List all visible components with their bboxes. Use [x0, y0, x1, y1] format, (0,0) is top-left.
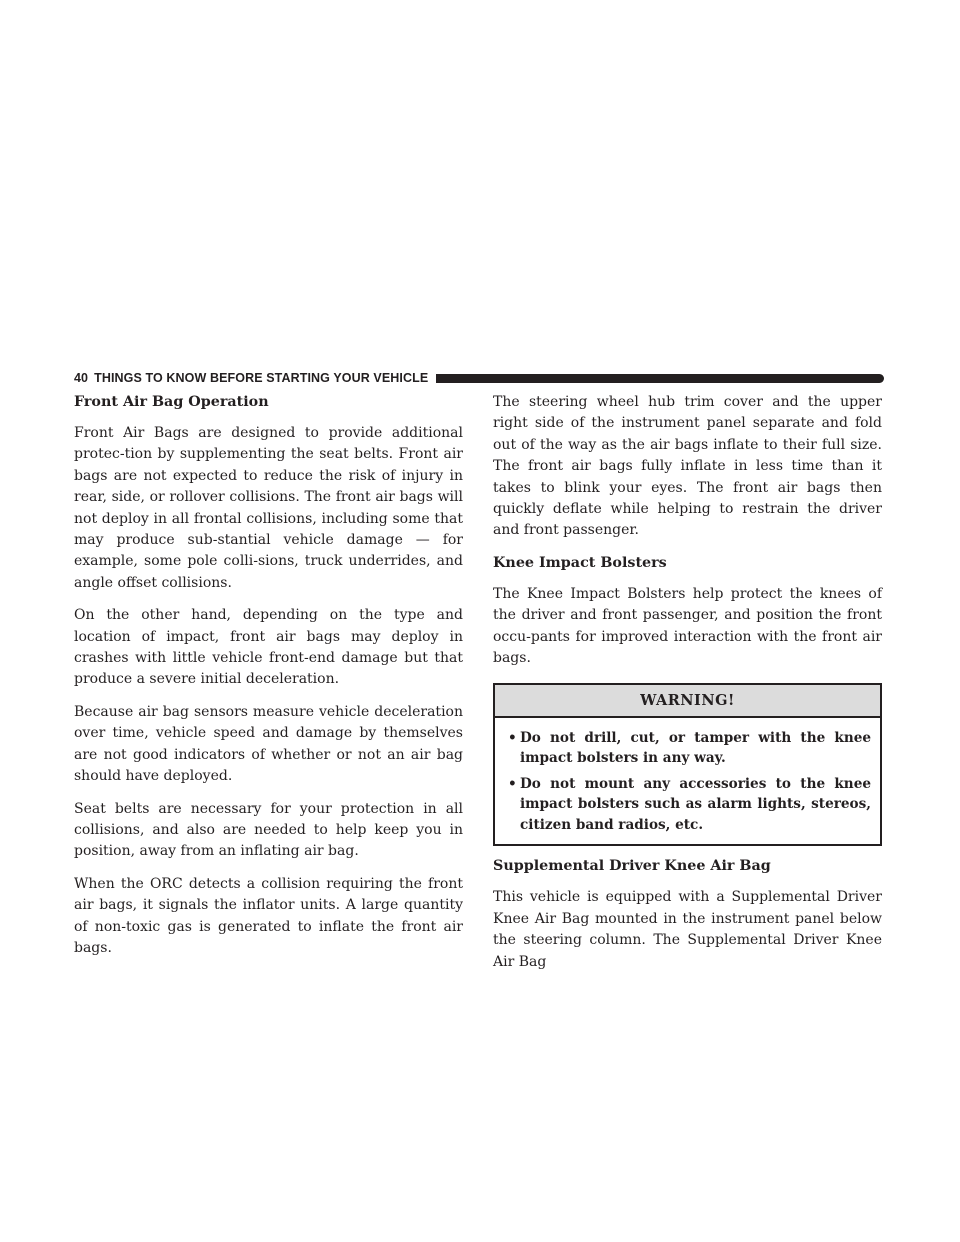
- bullet-icon: •: [508, 775, 517, 792]
- warning-item: [508, 728, 871, 769]
- header-rule: [436, 374, 884, 383]
- left-column: [74, 392, 463, 970]
- knee-impact-bolsters-heading: Knee Impact Bolsters: [493, 554, 667, 571]
- warning-item-text: Do not drill, cut, or tamper with the knee impact bolsters in any way.: [520, 729, 871, 767]
- paragraph-sensors: Because air bag sensors measure vehicle deceleration over time, vehicle speed and damage by themselves are not good indicators of whether or not an air bag should have deployed.: [74, 703, 463, 785]
- warning-item: [508, 774, 871, 836]
- front-air-bag-operation-heading: Front Air Bag Operation: [74, 394, 269, 410]
- paragraph-knee-bolsters: The Knee Impact Bolsters help protect the knees of the driver and front passenger, and position the front occu-pants for improved interaction with the front air bags.: [493, 585, 882, 667]
- supplemental-knee-air-bag-heading: Supplemental Driver Knee Air Bag: [493, 858, 771, 875]
- paragraph-other-hand: On the other hand, depending on the type and location of impact, front air bags may deploy in crashes with little vehicle front-end damage but that produce a severe initial deceleration.: [74, 607, 463, 688]
- paragraph-steering-hub: The steering wheel hub trim cover and the upper right side of the instrument panel separate and fold out of the way as the air bags inflate to their full size. The front air bags fully inflate in less time than it takes to blink your eyes. The front air bags then quickly deflate while helping to restrain the driver and front passenger.: [493, 394, 882, 539]
- right-column: [493, 392, 882, 984]
- section-title: THINGS TO KNOW BEFORE STARTING YOUR VEHICLE: [94, 371, 429, 385]
- warning-title: WARNING!: [495, 685, 880, 717]
- warning-box: [493, 683, 882, 846]
- warning-list: [495, 718, 880, 845]
- paragraph-supplemental: This vehicle is equipped with a Supplemental Driver Knee Air Bag mounted in the instrument panel below the steering column. The Supplemental Driver Knee Air Bag: [493, 889, 882, 970]
- paragraph-orc: When the ORC detects a collision requiring the front air bags, it signals the inflator units. A large quantity of non-toxic gas is generated to inflate the front air bags.: [74, 875, 463, 956]
- bullet-icon: •: [508, 729, 517, 746]
- page-header: [74, 370, 884, 386]
- page-number: 40: [74, 371, 89, 385]
- paragraph-seat-belts: Seat belts are necessary for your protection in all collisions, and also are needed to help keep you in position, away from an inflating air bag.: [74, 800, 463, 860]
- warning-item-text: Do not mount any accessories to the knee impact bolsters such as alarm lights, stereos, citizen band radios, etc.: [520, 775, 871, 833]
- paragraph-front-air-bags: Front Air Bags are designed to provide additional protec-tion by supplementing the seat belts. Front air bags are not expected to reduce the risk of injury in rear, side, or rollover collisions. The front air bags will not deploy in all frontal collisions, including some that may produce sub-stantial vehicle damage — for example, some pole colli-sions, truck underrides, and angle offset collisions.: [74, 425, 463, 591]
